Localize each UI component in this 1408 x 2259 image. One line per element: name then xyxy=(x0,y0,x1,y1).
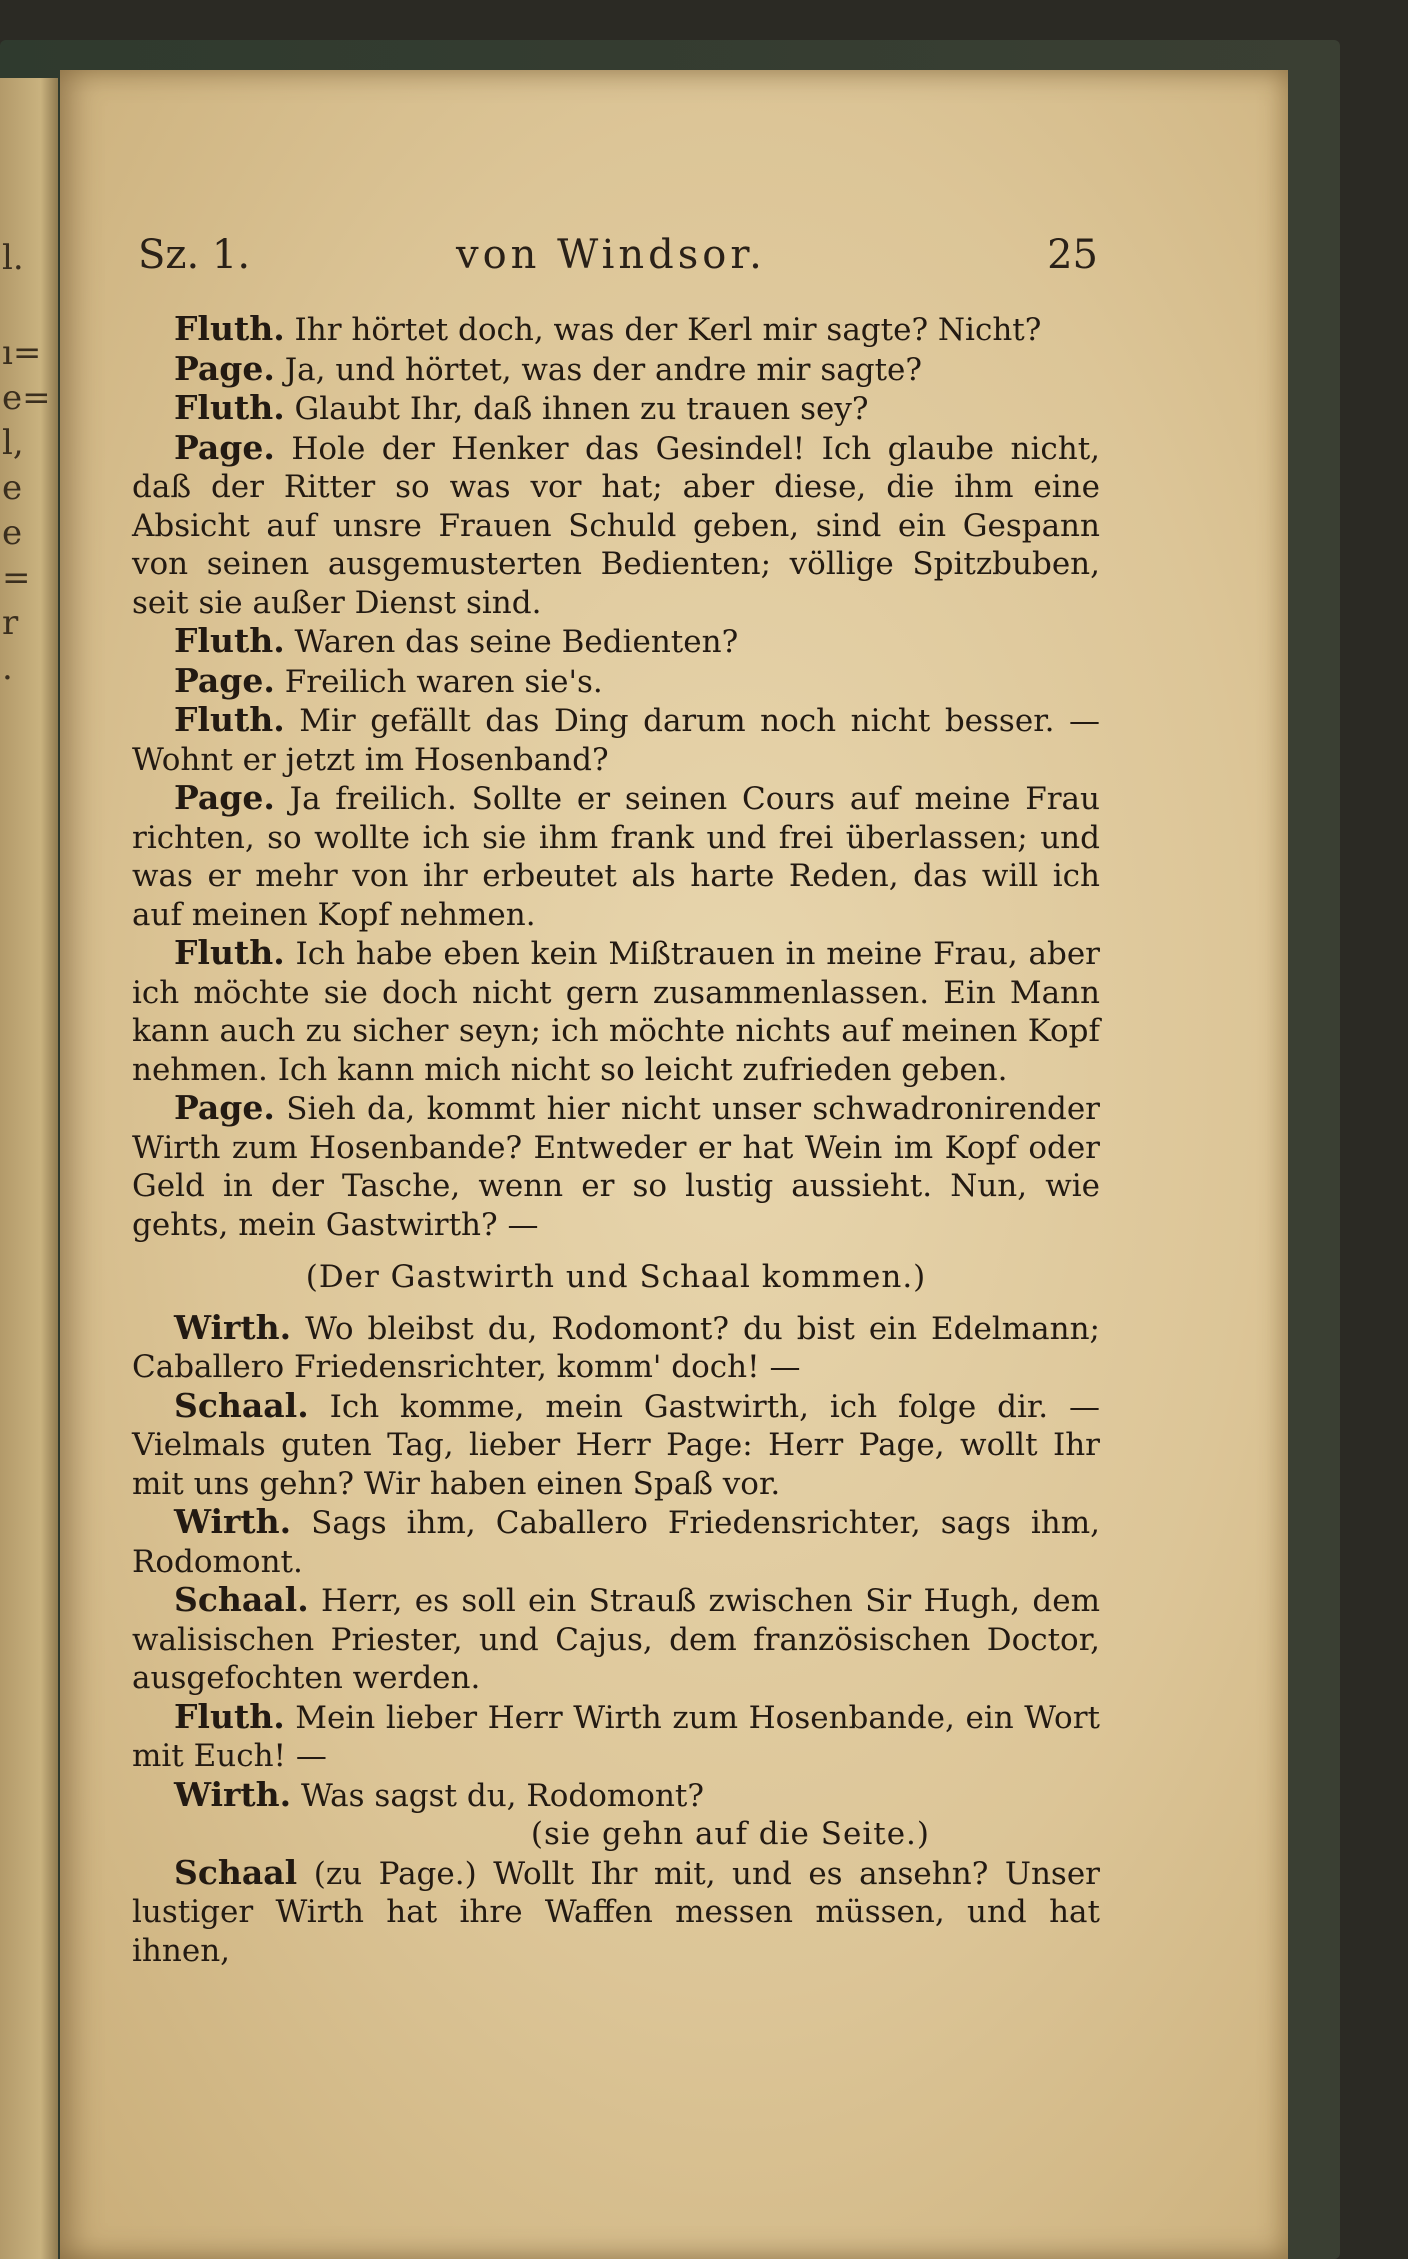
dialogue-paragraph xyxy=(132,1776,1100,1816)
dialogue-text: Sags ihm, Caballero Friedensrichter, sags ihm, Rodomont. xyxy=(132,1505,1100,1580)
dialogue-text: Sieh da, kommt hier nicht unser schwadronirender Wirth zum Hosenbande? Entweder er hat Wein im Kopf oder Geld in der Tasche, wenn er so lustig aussieht. Nun, wie gehts, mein Gastwirth? — xyxy=(132,1091,1100,1243)
dialogue-paragraph xyxy=(132,1387,1100,1504)
fragment: ı= xyxy=(2,333,42,373)
speaker-name: Wirth. xyxy=(174,1307,292,1347)
dialogue-paragraph xyxy=(132,1503,1100,1581)
speaker-name: Page. xyxy=(174,1088,275,1127)
speaker-name: Page. xyxy=(174,660,275,700)
dialogue-text: Ihr hörtet doch, was der Kerl mir sagte? Nicht? xyxy=(294,312,1042,348)
fragment: l, xyxy=(2,423,24,463)
speaker-name: Fluth. xyxy=(174,933,285,972)
dialogue-text: Mir gefällt das Ding darum noch nicht besser. — Wohnt er jetzt im Hosenband? xyxy=(132,703,1100,778)
dialogue-text: Herr, es soll ein Strauß zwischen Sir Hugh, dem walisischen Priester, und Cajus, dem französischen Doctor, ausgefochten werden. xyxy=(132,1583,1100,1696)
previous-page-edge xyxy=(0,78,58,2259)
dialogue-text: Freilich waren sie's. xyxy=(284,663,603,700)
stage-direction: (Der Gastwirth und Schaal kommen.) xyxy=(305,1259,927,1295)
speaker-name: Fluth. xyxy=(174,309,285,348)
speaker-name: Fluth. xyxy=(174,388,285,427)
dialogue-text: Mein lieber Herr Wirth zum Hosenbande, ein Wort mit Euch! — xyxy=(132,1699,1100,1774)
dialogue-paragraph xyxy=(132,1698,1100,1776)
dialogue-paragraph xyxy=(132,622,1100,662)
fragment: e xyxy=(2,513,23,553)
dialogue-text: Ich habe eben kein Mißtrauen in meine Frau, aber ich möchte sie doch nicht gern zusammenlassen. Ein Mann kann auch zu sicher seyn; ich möchte nichts auf meinen Kopf nehmen. Ich kann mich nicht so leicht zufrieden geben. xyxy=(132,936,1101,1088)
scene-label: Sz. 1. xyxy=(138,232,251,278)
dialogue-text: Was sagst du, Rodomont? xyxy=(301,1777,704,1814)
dialogue-text: Ja, und hörtet, was der andre mir sagte? xyxy=(284,351,922,388)
fragment: e xyxy=(2,468,23,508)
speaker-name: Wirth. xyxy=(174,1774,292,1814)
fragment: . xyxy=(2,648,13,688)
speaker-name: Page. xyxy=(174,348,275,388)
page-number: 25 xyxy=(1047,232,1098,278)
stage-direction: (sie gehn auf die Seite.) xyxy=(530,1816,930,1852)
running-header xyxy=(138,232,1098,292)
speaker-name: Page. xyxy=(174,427,275,467)
fragment: = xyxy=(2,558,31,598)
dialogue-text: Wollt Ihr mit, und es ansehn? Unser lustiger Wirth hat ihre Waffen messen müssen, und hat ihnen, xyxy=(132,1855,1100,1969)
dialogue-text: Waren das seine Bedienten? xyxy=(294,624,739,660)
speaker-name: Schaal. xyxy=(174,1580,309,1619)
dialogue-paragraph xyxy=(132,934,1100,1089)
dialogue-paragraph xyxy=(132,1089,1100,1244)
dialogue-paragraph xyxy=(132,701,1100,779)
fragment: l. xyxy=(2,238,24,278)
speaker-name: Schaal. xyxy=(174,1385,309,1425)
dialogue-text: Ich komme, mein Gastwirth, ich folge dir. — Vielmals guten Tag, lieber Herr Page: Herr Page, wollt Ihr mit uns gehn? Wir haben einen Spaß vor. xyxy=(132,1388,1100,1502)
dialogue-text: Wo bleibst du, Rodomont? du bist ein Edelmann; Caballero Friedensrichter, komm' doch! — xyxy=(132,1310,1100,1385)
dialogue-paragraph xyxy=(132,429,1100,623)
speaker-name: Fluth. xyxy=(174,1696,285,1736)
dialogue-paragraph xyxy=(132,662,1100,702)
dialogue-paragraph xyxy=(132,1854,1100,1971)
speaker-name: Fluth. xyxy=(174,621,285,660)
speaker-name: Fluth. xyxy=(174,700,285,739)
running-title: von Windsor. xyxy=(456,232,766,278)
dialogue-text: Hole der Henker das Gesindel! Ich glaube nicht, daß der Ritter so was vor hat; aber diese, die ihm eine Absicht auf unsre Frauen Schuld geben, sind ein Gespann von seinen ausgemusterten Bedienten; völlige Spitzbuben, seit sie außer Dienst sind. xyxy=(132,430,1101,621)
dialogue-text: Ja freilich. Sollte er seinen Cours auf meine Frau richten, so wollte ich sie ihm frank und frei überlassen; und was er mehr von ihr erbeutet als harte Reden, das will ich auf meinen Kopf nehmen. xyxy=(132,781,1101,933)
speaker-name: Wirth. xyxy=(174,1502,292,1541)
fragment: r xyxy=(2,603,19,643)
speaker-name: Schaal xyxy=(174,1852,298,1892)
dialogue-paragraph xyxy=(132,350,1100,390)
dialogue-text: Glaubt Ihr, daß ihnen zu trauen sey? xyxy=(294,391,869,427)
fragment: e= xyxy=(2,378,51,418)
dialogue-paragraph xyxy=(132,779,1100,934)
dialogue-paragraph xyxy=(132,389,1100,429)
page-body xyxy=(132,310,1100,1970)
speaker-name: Page. xyxy=(174,778,275,817)
aside-direction: (zu Page.) xyxy=(313,1855,477,1892)
dialogue-paragraph xyxy=(132,310,1100,350)
dialogue-paragraph xyxy=(132,1581,1100,1698)
dialogue-paragraph xyxy=(132,1309,1100,1387)
